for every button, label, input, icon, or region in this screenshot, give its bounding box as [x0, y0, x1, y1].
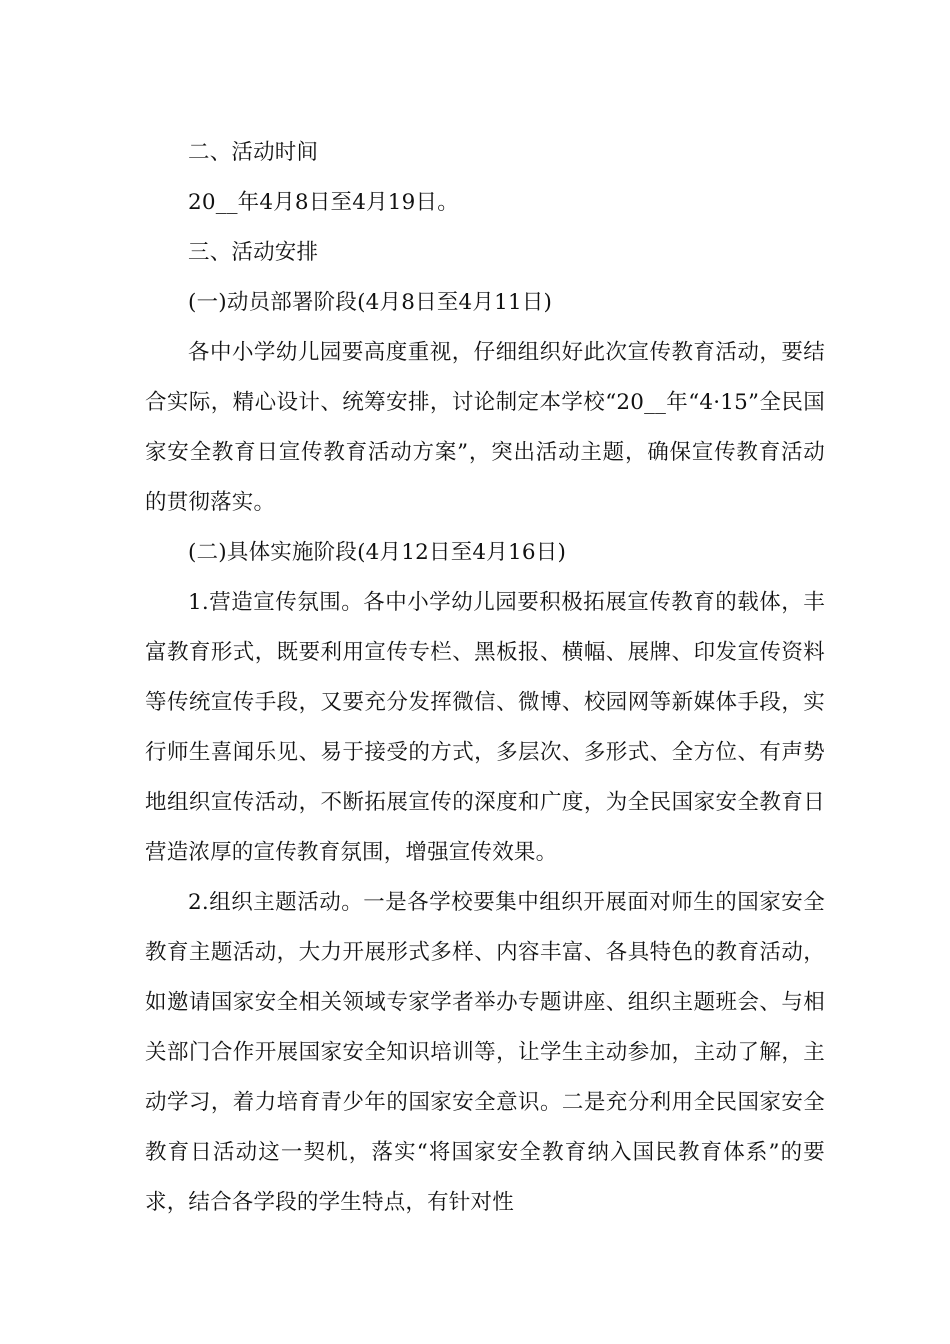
subsection-heading-mobilization: (一)动员部署阶段(4月8日至4月11日): [188, 290, 553, 315]
paragraph-atmosphere: 1.营造宣传氛围。各中小学幼儿园要积极拓展宣传教育的载体，丰富教育形式，既要利用宣传专栏、黑板报、横幅、展牌、印发宣传资料等传统宣传手段，又要充分发挥微信、微博、校园网等新媒体手段，实行师生喜闻乐见、易于接受的方式，多层次、多形式、全方位、有声势地组织宣传活动，不断拓展宣传的深度和广度，为全民国家安全教育日营造浓厚的宣传教育氛围，增强宣传效果。: [145, 590, 825, 865]
activity-date-range: 20__年4月8日至4月19日。: [188, 190, 459, 215]
section-heading-activity-arrangement: 三、活动安排: [188, 240, 319, 265]
section-heading-activity-time: 二、活动时间: [188, 140, 319, 165]
document-body: [145, 128, 825, 1228]
paragraph-theme-activities: 2.组织主题活动。一是各学校要集中组织开展面对师生的国家安全教育主题活动，大力开展形式多样、内容丰富、各具特色的教育活动，如邀请国家安全相关领域专家学者举办专题讲座、组织主题班会、与相关部门合作开展国家安全知识培训等，让学生主动参加，主动了解，主动学习，着力培育青少年的国家安全意识。二是充分利用全民国家安全教育日活动这一契机，落实“将国家安全教育纳入国民教育体系”的要求，结合各学段的学生特点，有针对性: [145, 890, 825, 1215]
paragraph-mobilization: 各中小学幼儿园要高度重视，仔细组织好此次宣传教育活动，要结合实际，精心设计、统筹安排，讨论制定本学校“20__年“4·15”全民国家安全教育日宣传教育活动方案”，突出活动主题，确保宣传教育活动的贯彻落实。: [145, 340, 825, 515]
subsection-heading-implementation: (二)具体实施阶段(4月12日至4月16日): [188, 540, 567, 565]
